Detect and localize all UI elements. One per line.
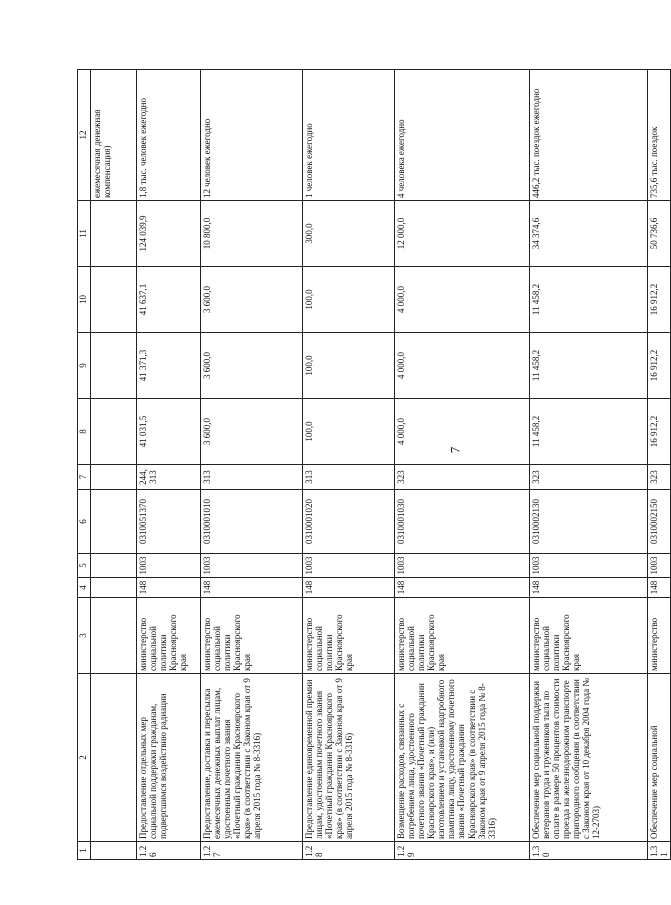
cell-desc: Обеспечение мер социальной поддержки ветеранов труда и тружеников тыла по оплате в размере 50 процентов стоимости проезда на железнодорожном транспорте пригородного сообщения (в соответствии с Законом края от 10 декабря 2004 года № 12-2703) bbox=[530, 674, 648, 842]
cell-c12: 1,8 тыс. человек ежегодно bbox=[137, 70, 201, 201]
cell-c10: 41 637,1 bbox=[137, 267, 201, 333]
cell-num: 1.29 bbox=[395, 842, 530, 860]
column-number-3: 3 bbox=[78, 598, 91, 674]
cell-org: министерство социальной политики Красноярского края bbox=[137, 598, 201, 674]
cell-c10: 16 912,2 bbox=[648, 267, 671, 333]
cell-num: 1.30 bbox=[530, 842, 648, 860]
table-row bbox=[137, 70, 201, 860]
table-row bbox=[648, 70, 671, 860]
column-number-12: 12 bbox=[78, 70, 91, 201]
cell-org: министерство социальной политики Красноярского края bbox=[303, 598, 395, 674]
cell-c9: 4 000,0 bbox=[395, 333, 530, 399]
cell-c5: 1003 bbox=[395, 554, 530, 578]
cell-c5: 1003 bbox=[530, 554, 648, 578]
cell-c6: 0310002130 bbox=[530, 490, 648, 554]
table-row bbox=[395, 70, 530, 860]
cell-c8: 16 912,2 bbox=[648, 399, 671, 465]
budget-table bbox=[77, 69, 671, 860]
cell-org: министерство социальной политики Красноярского края bbox=[395, 598, 530, 674]
page-number: 7 bbox=[447, 446, 463, 454]
cell-c10: 4 000,0 bbox=[395, 267, 530, 333]
cell-num: 1.26 bbox=[137, 842, 201, 860]
cell-c12: 446,2 тыс. поездок ежегодно bbox=[530, 70, 648, 201]
cell-c5: 1003 bbox=[201, 554, 303, 578]
cell-c11: 124 039,9 bbox=[137, 201, 201, 267]
cell-c8: 41 031,5 bbox=[137, 399, 201, 465]
cell-c8: 3 600,0 bbox=[201, 399, 303, 465]
cell-c10: 11 458,2 bbox=[530, 267, 648, 333]
cell-c4: 148 bbox=[395, 578, 530, 598]
cell-c5: 1003 bbox=[303, 554, 395, 578]
cell-c6: 0310001010 bbox=[201, 490, 303, 554]
column-number-8: 8 bbox=[78, 399, 91, 465]
cell-desc: Обеспечение мер социальной bbox=[648, 674, 671, 842]
cell-c8: 100,0 bbox=[303, 399, 395, 465]
cell-c4: 148 bbox=[648, 578, 671, 598]
cell-desc: Предоставление отдельных мер социальной поддержки гражданам, подвергшимся воздействию радиации bbox=[137, 674, 201, 842]
cell-c4: 148 bbox=[530, 578, 648, 598]
continuation-cell: ежемесячная денежная компенсация) bbox=[91, 70, 137, 201]
table-row bbox=[201, 70, 303, 860]
cell-c8: 4 000,0 bbox=[395, 399, 530, 465]
column-number-2: 2 bbox=[78, 674, 91, 842]
column-numbers-row bbox=[78, 70, 91, 860]
cell-c4: 148 bbox=[303, 578, 395, 598]
cell-c9: 11 458,2 bbox=[530, 333, 648, 399]
table-row bbox=[530, 70, 648, 860]
column-number-6: 6 bbox=[78, 490, 91, 554]
cell-c6: 0310051370 bbox=[137, 490, 201, 554]
column-number-9: 9 bbox=[78, 333, 91, 399]
cell-c12: 4 человека ежегодно bbox=[395, 70, 530, 201]
cell-c8: 11 458,2 bbox=[530, 399, 648, 465]
cell-c10: 100,0 bbox=[303, 267, 395, 333]
cell-c11: 10 800,0 bbox=[201, 201, 303, 267]
cell-c11: 12 000,0 bbox=[395, 201, 530, 267]
cell-num: 1.31 bbox=[648, 842, 671, 860]
cell-c11: 34 374,6 bbox=[530, 201, 648, 267]
column-number-7: 7 bbox=[78, 465, 91, 490]
cell-desc: Предоставление, доставка и пересылка ежемесячных денежных выплат лицам, удостоенным почетного звания «Почетный гражданин Красноярского края» (в соответствии с Законом края от 9 апреля 2015 года № 8-3316) bbox=[201, 674, 303, 842]
cell-num: 1.28 bbox=[303, 842, 395, 860]
cell-c7: 323 bbox=[395, 465, 530, 490]
cell-desc: Возмещение расходов, связанных с погребением лица, удостоенного почетного звания «Почетный гражданин Красноярского края», и (или) изготовлением и установкой надгробного памятника лицу, удостоенному почетного звания «Почетный гражданин Красноярского края» (в соответствии с Законом края от 9 апреля 2015 года № 8-3316) bbox=[395, 674, 530, 842]
cell-c7: 313 bbox=[303, 465, 395, 490]
cell-c5: 1003 bbox=[648, 554, 671, 578]
cell-c6: 0310001030 bbox=[395, 490, 530, 554]
cell-org: министерство социальной политики Красноярского края bbox=[201, 598, 303, 674]
cell-c9: 16 912,2 bbox=[648, 333, 671, 399]
column-number-1: 1 bbox=[78, 842, 91, 860]
cell-c7: 323 bbox=[530, 465, 648, 490]
cell-c10: 3 600,0 bbox=[201, 267, 303, 333]
rotated-table-container bbox=[77, 70, 670, 860]
column-number-4: 4 bbox=[78, 578, 91, 598]
cell-c11: 300,0 bbox=[303, 201, 395, 267]
cell-c12: 1 человек ежегодно bbox=[303, 70, 395, 201]
cell-c12: 735,6 тыс. поездок bbox=[648, 70, 671, 201]
cell-c4: 148 bbox=[137, 578, 201, 598]
cell-org: министерство социальной политики Красноярского края bbox=[530, 598, 648, 674]
column-number-5: 5 bbox=[78, 554, 91, 578]
table-row bbox=[303, 70, 395, 860]
cell-c6: 0310001020 bbox=[303, 490, 395, 554]
continuation-row bbox=[91, 70, 137, 860]
cell-num: 1.27 bbox=[201, 842, 303, 860]
cell-org: министерство bbox=[648, 598, 671, 674]
column-number-11: 11 bbox=[78, 201, 91, 267]
cell-c7: 244, 313 bbox=[137, 465, 201, 490]
cell-c12: 12 человек ежегодно bbox=[201, 70, 303, 201]
cell-c7: 313 bbox=[201, 465, 303, 490]
cell-c5: 1003 bbox=[137, 554, 201, 578]
column-number-10: 10 bbox=[78, 267, 91, 333]
cell-c4: 148 bbox=[201, 578, 303, 598]
cell-c11: 50 736,6 bbox=[648, 201, 671, 267]
cell-desc: Предоставление единовременной премии лицам, удостоенным почетного звания «Почетный гражданин Красноярского края» (в соответствии с Законом края от 9 апреля 2015 года № 8-3316) bbox=[303, 674, 395, 842]
cell-c7: 323 bbox=[648, 465, 671, 490]
cell-c9: 41 371,3 bbox=[137, 333, 201, 399]
cell-c9: 3 600,0 bbox=[201, 333, 303, 399]
cell-c6: 0310002150 bbox=[648, 490, 671, 554]
cell-c9: 100,0 bbox=[303, 333, 395, 399]
